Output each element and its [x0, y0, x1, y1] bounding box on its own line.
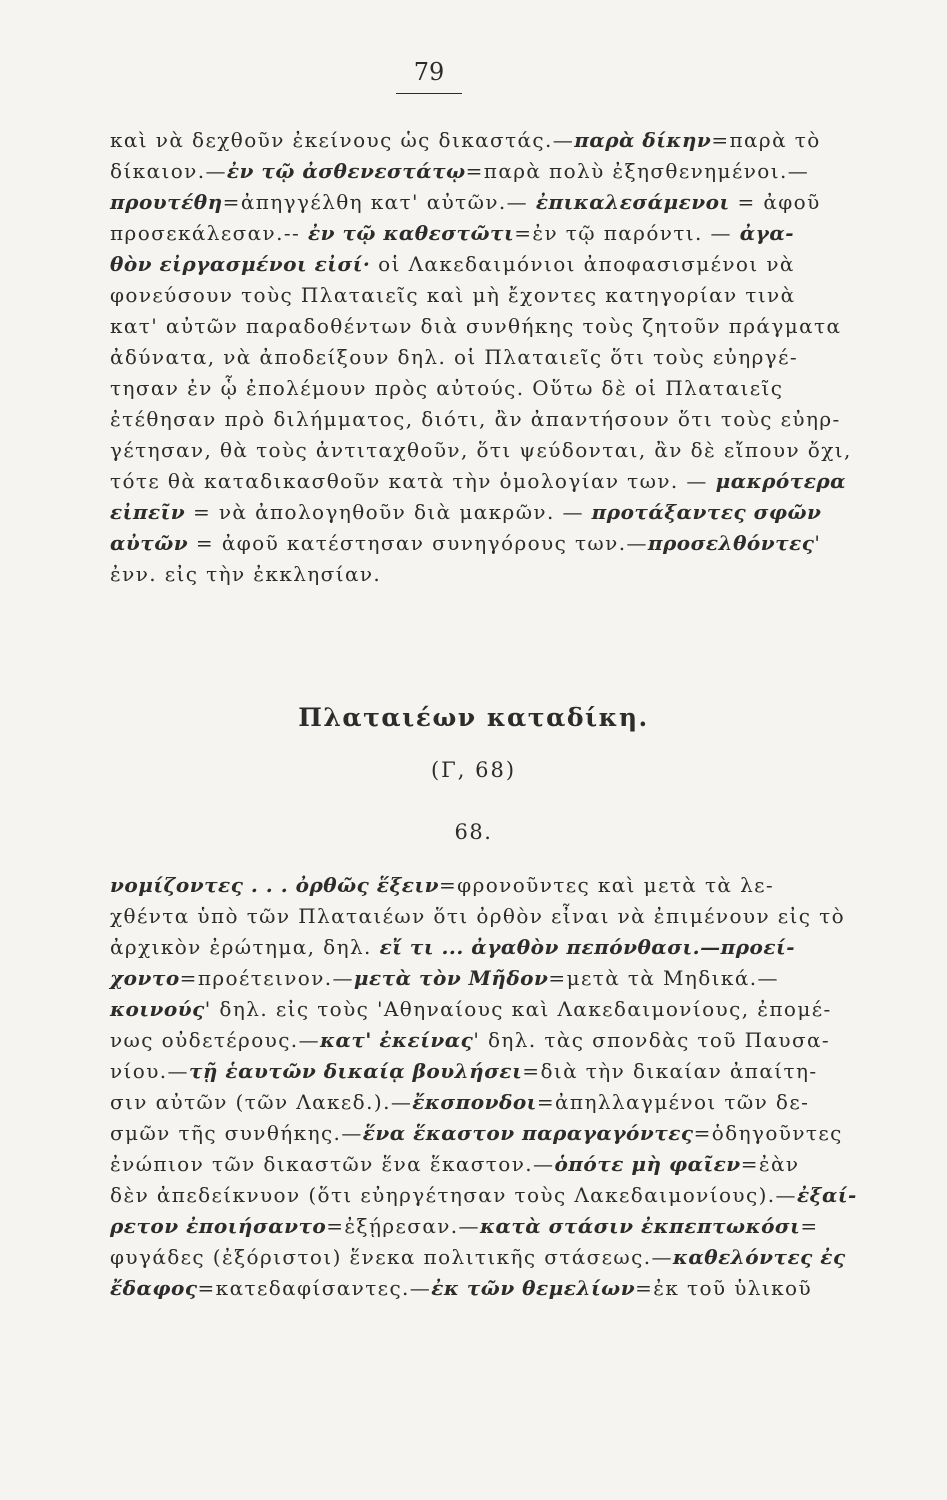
- gloss-text: = ἀφοῦ: [729, 190, 821, 214]
- text-line: [110, 187, 821, 218]
- lemma-text: μετὰ τὸν Μῆδον: [353, 966, 549, 990]
- lemma-text: ὁπότε μὴ φαῖεν: [554, 1152, 741, 1176]
- gloss-text: φυγάδες (ἐξόριστοι) ἕνεκα πολιτικῆς στάσεως.—: [110, 1245, 673, 1269]
- gloss-text: καὶ νὰ δεχθοῦν ἐκείνους ὡς δικαστάς.—: [110, 128, 575, 152]
- text-line: [110, 1056, 818, 1087]
- gloss-text: ἐτέθησαν πρὸ διλήμματος, διότι, ἂν ἀπαντήσουν ὅτι τοὺς εὐηρ-: [110, 407, 841, 431]
- gloss-text: =παρὰ πολὺ ἐξησθενημένοι.—: [465, 159, 810, 183]
- gloss-text: ἐνώπιον τῶν δικαστῶν ἕνα ἕκαστον.—: [110, 1152, 555, 1176]
- gloss-text: κατ' αὐτῶν παραδοθέντων διὰ συνθήκης τοὺς ζητοῦν πράγματα: [110, 314, 842, 338]
- paragraph-commentary-2: [110, 870, 857, 1304]
- lemma-text: αὐτῶν: [110, 531, 189, 555]
- lemma-text: ἐκ τῶν θεμελίων: [431, 1276, 636, 1300]
- text-line: [110, 870, 810, 901]
- gloss-text: ἀδύνατα, νὰ ἀποδείξουν δηλ. οἱ Πλαταιεῖς ὅτι τοὺς εὐηργέ-: [110, 345, 799, 369]
- text-line: [110, 435, 852, 466]
- gloss-text: =ἐκ τοῦ ὑλικοῦ: [635, 1276, 813, 1300]
- lemma-text: μακρότερα: [715, 469, 847, 493]
- gloss-text: =ἀπηγγέλθη κατ' αὐτῶν.—: [222, 190, 536, 214]
- gloss-text: οἱ Λακεδαιμόνιοι ἀποφασισμένοι νὰ: [370, 252, 795, 276]
- text-line: [110, 156, 810, 187]
- gloss-text: =: [800, 1214, 819, 1238]
- gloss-text: δὲν ἀπεδείκνυον (ὅτι εὐηργέτησαν τοὺς Λακεδαιμονίους).—: [110, 1183, 797, 1207]
- gloss-text: =φρονοῦντες καὶ μετὰ τὰ λε-: [439, 873, 775, 897]
- gloss-text: =ἐὰν: [740, 1152, 800, 1176]
- gloss-text: =ὁδηγοῦντες: [693, 1121, 843, 1145]
- lemma-text: εἴ τι ... ἀγαθὸν πεπόνθασι.—προεί-: [379, 935, 795, 959]
- section-title: Πλαταιέων καταδίκη.: [298, 703, 649, 732]
- gloss-text: =διὰ τὴν δικαίαν ἀπαίτη-: [522, 1059, 818, 1083]
- gloss-text: γέτησαν, θὰ τοὺς ἀντιταχθοῦν, ὅτι ψεύδονται, ἂν δὲ εἴπουν ὄχι,: [110, 438, 852, 462]
- gloss-text: =ἀπηλλαγμένοι τῶν δε-: [536, 1090, 810, 1114]
- text-line: [110, 497, 822, 528]
- lemma-text: ρετον ἐποιήσαντο: [110, 1214, 327, 1238]
- text-line: [110, 963, 810, 994]
- gloss-text: σιν αὐτῶν (τῶν Λακεδ.).—: [110, 1090, 413, 1114]
- text-line: [110, 1273, 813, 1304]
- lemma-text: εἰπεῖν: [110, 500, 186, 524]
- gloss-text: ' δηλ. τὰς σπονδὰς τοῦ Παυσα-: [473, 1028, 831, 1052]
- lemma-text: προσελθόντες: [647, 531, 815, 555]
- lemma-text: ἐν τῷ ἀσθενεστάτῳ: [226, 159, 466, 183]
- text-line: [110, 1087, 810, 1118]
- lemma-text: καθελόντες ἐς: [672, 1245, 846, 1269]
- gloss-text: νως οὐδετέρους.—: [110, 1028, 320, 1052]
- text-line: [110, 528, 822, 559]
- text-line: [110, 932, 810, 963]
- gloss-text: νίου.—: [110, 1059, 189, 1083]
- text-line: [110, 1180, 857, 1211]
- gloss-text: =προέτεινον.—: [179, 966, 354, 990]
- gloss-text: χθέντα ὑπὸ τῶν Πλαταιέων ὅτι ὀρθὸν εἶναι νὰ ἐπιμένουν εἰς τὸ: [110, 904, 846, 928]
- lemma-text: ἐπικαλεσάμενοι: [535, 190, 730, 214]
- lemma-text: ἐν τῷ καθεστῶτι: [307, 221, 515, 245]
- text-line: [110, 373, 810, 404]
- gloss-text: =παρὰ τὸ: [711, 128, 821, 152]
- text-line: [110, 125, 821, 156]
- text-line: [110, 218, 810, 249]
- gloss-text: τότε θὰ καταδικασθοῦν κατὰ τὴν ὁμολογίαν των. —: [110, 469, 716, 493]
- lemma-text: ἔκσπονδοι: [412, 1090, 537, 1114]
- text-line: [110, 280, 810, 311]
- lemma-text: προυτέθη: [110, 190, 223, 214]
- text-line: [110, 1242, 846, 1273]
- text-line: [110, 311, 842, 342]
- section-number: 68.: [454, 820, 493, 844]
- lemma-text: κατ' ἐκείνας: [319, 1028, 474, 1052]
- gloss-text: ἀρχικὸν ἐρώτημα, δηλ.: [110, 935, 380, 959]
- text-line: [110, 559, 810, 590]
- text-line: [110, 994, 832, 1025]
- lemma-text: προτάξαντες σφῶν: [591, 500, 822, 524]
- text-line: [110, 1149, 810, 1180]
- paragraph-commentary-1: [110, 125, 852, 590]
- lemma-text: χοντο: [110, 966, 180, 990]
- gloss-text: =κατεδαφίσαντες.—: [197, 1276, 432, 1300]
- gloss-text: προσεκάλεσαν.--: [110, 221, 308, 245]
- gloss-text: φονεύσουν τοὺς Πλαταιεῖς καὶ μὴ ἔχοντες κατηγορίαν τινὰ: [110, 283, 796, 307]
- lemma-text: παρὰ δίκην: [574, 128, 712, 152]
- lemma-text: κατὰ στάσιν ἐκπεπτωκόσι: [479, 1214, 801, 1238]
- text-line: [110, 249, 810, 280]
- page-number-rule: [396, 93, 462, 94]
- lemma-text: ἔδαφος: [110, 1276, 198, 1300]
- lemma-text: ἀγα-: [739, 221, 795, 245]
- gloss-text: = νὰ ἀπολογηθοῦν διὰ μακρῶν. —: [185, 500, 592, 524]
- text-line: [110, 342, 810, 373]
- text-line: [110, 466, 847, 497]
- section-reference: (Γ, 68): [430, 758, 517, 782]
- text-line: [110, 1211, 819, 1242]
- gloss-text: = ἀφοῦ κατέστησαν συνηγόρους των.—: [188, 531, 648, 555]
- page-number: 79: [413, 58, 445, 86]
- gloss-text: δίκαιον.—: [110, 159, 227, 183]
- gloss-text: ' δηλ. εἰς τοὺς 'Αθηναίους καὶ Λακεδαιμονίους, ἐπομέ-: [204, 997, 832, 1021]
- gloss-text: σμῶν τῆς συνθήκης.—: [110, 1121, 363, 1145]
- text-line: [110, 901, 846, 932]
- gloss-text: τησαν ἐν ᾧ ἐπολέμουν πρὸς αὐτούς. Οὕτω δὲ οἱ Πλαταιεῖς: [110, 376, 784, 400]
- gloss-text: ἐνν. εἰς τὴν ἐκκλησίαν.: [110, 562, 382, 586]
- text-line: [110, 1118, 843, 1149]
- lemma-text: θὸν εἰργασμένοι εἰσί·: [110, 252, 371, 276]
- gloss-text: =ἐν τῷ παρόντι. —: [514, 221, 740, 245]
- text-line: [110, 1025, 831, 1056]
- gloss-text: =μετὰ τὰ Μηδικά.—: [548, 966, 779, 990]
- lemma-text: νομίζοντες . . . ὀρθῶς ἕξειν: [110, 873, 440, 897]
- text-line: [110, 404, 841, 435]
- gloss-text: ': [814, 531, 822, 555]
- lemma-text: ἕνα ἕκαστον παραγαγόντες: [362, 1121, 694, 1145]
- lemma-text: κοινούς: [110, 997, 205, 1021]
- lemma-text: ἐξαί-: [796, 1183, 857, 1207]
- lemma-text: τῇ ἑαυτῶν δικαίᾳ βουλήσει: [188, 1059, 523, 1083]
- gloss-text: =ἐξῄρεσαν.—: [326, 1214, 480, 1238]
